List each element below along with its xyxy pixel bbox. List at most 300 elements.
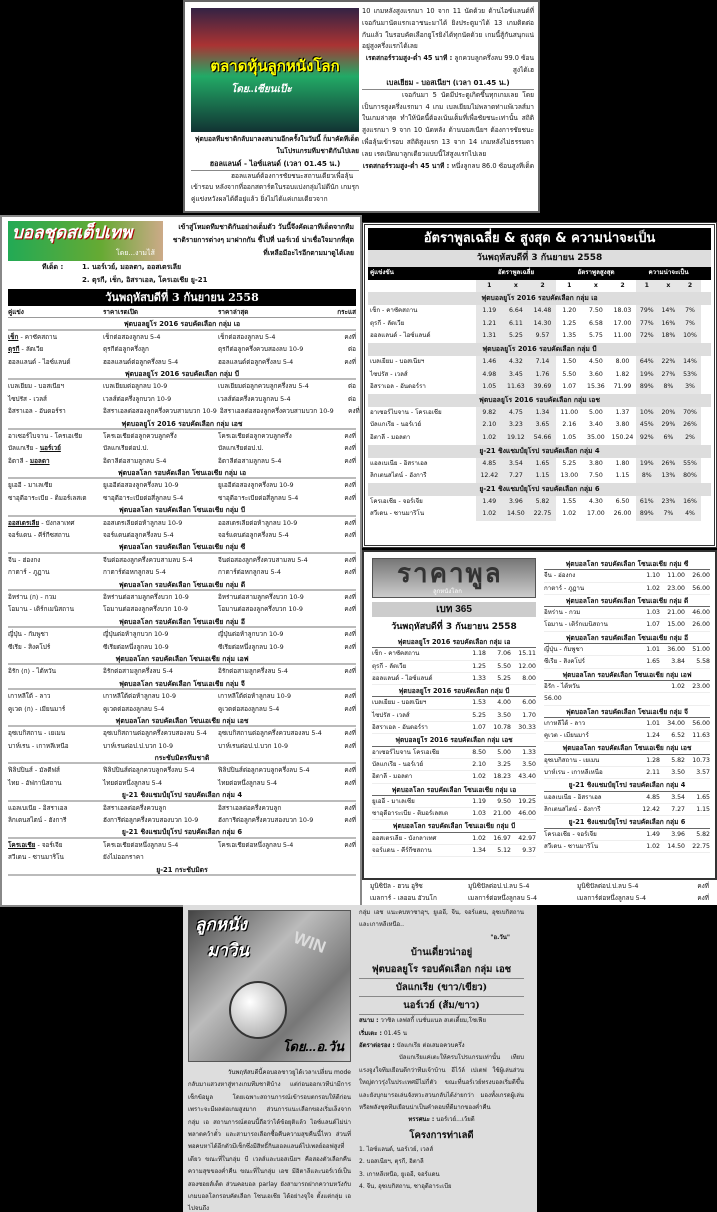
venue-label: สนาม :	[359, 1017, 379, 1025]
probability: 8%	[641, 472, 652, 480]
opening-price: จอร์แดนต่อลูกครึ่งลบ 5-4	[103, 531, 174, 540]
probability-group	[636, 381, 701, 394]
home-team: ฟิลิปปินส์	[8, 766, 33, 775]
trend: คงที่	[344, 667, 356, 676]
table-row	[368, 508, 711, 521]
opening-price: เมลการ์ต่อหนึ่งลูกลบ 5-4	[468, 893, 538, 902]
separator: -	[48, 493, 55, 502]
trend: คงที่	[344, 630, 356, 639]
trend: คงที่	[344, 778, 356, 787]
group-heading: ฟุตบอลโลก รอบคัดเลือก โซนเอเชีย กลุ่ม ซี	[8, 541, 356, 553]
match-cell	[8, 740, 103, 752]
probability: 27%	[661, 370, 676, 378]
max-odds: 1.37	[615, 408, 630, 416]
odds-value: 1.65	[696, 793, 710, 801]
match-name: เบลเยียม - บอสเนียฯ	[370, 357, 425, 365]
max-odds: 1.07	[562, 383, 577, 391]
separator: -	[42, 816, 49, 825]
odds-value: 21.00	[493, 810, 511, 818]
pick-title: บ้านเดี่ยวน่าอยู่	[410, 947, 473, 959]
max-odds: 15.36	[587, 383, 605, 391]
project-item: 1. ไอซ์แลนด์, นอร์เวย์, เวลส์	[359, 1145, 434, 1153]
separator: -	[36, 357, 43, 366]
odds-value: 8.00	[522, 674, 536, 682]
latest-price: ซาอุดีอาระเบียต่อสี่ลูกลบ 5-4	[218, 493, 299, 502]
away-team: มาเลเซีย	[27, 481, 53, 490]
table-row	[372, 808, 536, 820]
probability-group	[636, 318, 701, 331]
max-odds: 6.58	[589, 319, 603, 327]
probability: 64%	[639, 357, 654, 365]
trend: คงที่	[697, 893, 709, 902]
max-odds-group	[556, 419, 636, 432]
odds-value: 3.57	[696, 769, 710, 777]
match-name: เช็ก - คาซัคสถาน	[372, 650, 420, 658]
probability: 89%	[639, 510, 654, 518]
match-name: ยูเออี - มาเลเซีย	[372, 797, 415, 805]
odds-value: 14.50	[667, 842, 685, 850]
table-row	[8, 343, 356, 355]
separator: -	[21, 630, 29, 639]
verdict: นอร์เวย์...เว้ยดี	[436, 1116, 475, 1124]
match-name: ไซปรัส - เวลส์	[370, 370, 408, 378]
probability: 22%	[661, 357, 676, 365]
latest-price: เวลส์ต่อครึ่งควบลูกลบ 5-4	[218, 394, 291, 403]
group-heading: ฟุตบอลโลก รอบคัดเลือก โซนเอเชีย กลุ่ม เอ	[8, 467, 356, 479]
away-team: โครเอเชีย	[54, 431, 83, 440]
probability-group	[636, 369, 701, 382]
table-row	[8, 442, 356, 454]
trend: ต่อ	[348, 394, 356, 403]
column-banner	[8, 221, 163, 261]
tip-line: 1. นอร์เวย์, มอลตา, ออสเตรเลีย	[82, 263, 182, 271]
probability: 92%	[639, 433, 654, 441]
group-heading: ยู-21 ชิงแชมป์ยุโรป รอบคัดเลือก กลุ่ม 4	[544, 779, 710, 791]
trend: คงที่	[344, 816, 356, 825]
average-odds: 3.96	[509, 497, 523, 505]
opening-price: เกาหลีใต้ต่อห้าลูกลบ 10-9	[103, 692, 177, 701]
probability: 16%	[661, 319, 676, 327]
latest-price: อิรักต่อสามลูกครึ่งลบ 5-4	[218, 667, 288, 676]
table-row	[8, 764, 356, 776]
probability: 55%	[683, 459, 697, 467]
max-odds-group	[556, 432, 636, 445]
odds-value: 16.97	[493, 834, 511, 842]
trend: คงที่	[344, 531, 356, 540]
table-row	[8, 492, 356, 504]
odds-value: 1.33	[522, 748, 536, 756]
probability: 23%	[661, 497, 676, 505]
opening-price: บัลแกเรียต่อป.ป.	[103, 444, 149, 453]
group-heading: ฟุตบอลยูโร 2016 รอบคัดเลือก กลุ่ม บี	[372, 685, 536, 697]
table-row	[368, 496, 711, 509]
odds-value: 1.28	[646, 756, 660, 764]
trend: คงที่	[344, 605, 356, 614]
away-team: ซานมาริโน	[32, 853, 64, 862]
match-name: จอร์แดน - คีร์กีซสถาน	[372, 847, 432, 855]
away-team: มัลดีฟส์	[39, 766, 60, 775]
home-team: ไทย	[8, 778, 20, 787]
probability: 7%	[663, 510, 674, 518]
probability: 80%	[683, 472, 697, 480]
group-heading: ฟุตบอลยูโร 2016 รอบคัดเลือก กลุ่ม บี	[8, 368, 356, 380]
max-odds-group	[556, 305, 636, 318]
group-heading: ฟุตบอลโลก รอบคัดเลือก โซนเอเชีย กลุ่ม เอฟ	[544, 669, 710, 681]
max-odds-group	[556, 369, 636, 382]
table-row	[8, 455, 356, 467]
average-odds: 5.82	[535, 497, 550, 505]
odds-value: 1.02	[472, 773, 486, 781]
opening-price: โอมานต่อสองลูกครึ่งบวก 10-9	[103, 605, 188, 614]
home-team: บาห์เรน	[8, 741, 30, 750]
table-row	[8, 839, 356, 851]
max-odds-group	[556, 458, 636, 471]
average-odds-group	[476, 356, 556, 369]
average-odds: 22.75	[533, 510, 552, 518]
opening-price: มูนิซิปัลต่อป.ป.ลบ 5-4	[468, 882, 530, 890]
table-row	[368, 305, 711, 318]
latest-price: ยูเออีต่อสองลูกครึ่งลบ 10-9	[218, 481, 294, 490]
home-team: บัลแกเรีย	[8, 444, 34, 453]
away-team: สิงคโปร์	[28, 642, 51, 651]
match-name: ตุรกี - ลัตเวีย	[372, 662, 407, 670]
odds-value: 21.00	[667, 609, 685, 617]
trend: คงที่	[344, 642, 356, 651]
max-odds: 8.00	[615, 357, 630, 365]
home-team: กาตาร์	[8, 568, 27, 577]
home-team: ซาอุดีอาระเบีย	[8, 493, 49, 502]
group-heading: ฟุตบอลยูโร 2016 รอบคัดเลือก กลุ่ม เอช	[8, 418, 356, 430]
opening-price: จีนต่อสองลูกครึ่งควบสามลบ 5-4	[103, 555, 193, 564]
latest-price: ไทยต่อหนึ่งลูกลบ 5-4	[218, 778, 278, 787]
average-odds: 3.23	[509, 421, 523, 429]
group-heading: ฟุตบอลยูโร 2016 รอบคัดเลือก กลุ่ม เอ	[8, 318, 356, 330]
odds-value: 3.50	[497, 711, 511, 719]
latest-price: โครเอเชียต่อลูกควบลูกครึ่ง	[218, 431, 292, 440]
match-cell	[8, 764, 103, 776]
pool-logo	[372, 558, 536, 598]
odds-value: 2.11	[646, 769, 660, 777]
match-cell	[8, 628, 103, 640]
table-row	[8, 393, 356, 405]
table-row	[8, 566, 356, 578]
odds-value: 1.02	[472, 834, 486, 842]
probability: 89%	[639, 383, 654, 391]
home-team: จีน	[8, 555, 17, 564]
match-text: เจอกันมา 5 นัดมีประตูเกิดขึ้นทุกเกมเลย โดยเป็นการสูงครึ่งแรกมา 4 เกม เบลเยียมไม่พลาดท่าแพ้เวลส์มาในเกมล่าสุด ทำให้นัดนี้ต้องเน้นเต็มที่เพื่อชัยชนะเท่านั้น สถิติสูงแรกมา 9 จาก 10 นัดหลัง ด้านบอสเนียฯ ต้องการชัยชนะเพื่อลุ้นเข้ารอบ สถิติสูงแรก 13 จาก 14 เกมหลังไม่ธรรมดาเลย เรตเปิดมาลูกเดียวแบบนี้ใส่สูงแรกไปเลย	[362, 90, 534, 158]
odds-value: 1.03	[646, 609, 660, 617]
pool-column-left	[372, 636, 536, 857]
match-name: สวีเดน - ซานมาริโน	[544, 842, 599, 850]
table-row	[372, 661, 536, 673]
group-heading: ฟุตบอลยูโร 2016 รอบคัดเลือก กลุ่ม เอช	[368, 394, 711, 407]
probability: 20%	[661, 408, 676, 416]
match-cell	[8, 641, 103, 653]
separator: -	[27, 605, 34, 614]
trend: คงที่	[344, 555, 356, 564]
table-row	[368, 432, 711, 445]
group-heading: ฟุตบอลโลก รอบคัดเลือก โซนเอเชีย กลุ่ม เอฟ	[8, 653, 356, 665]
group-heading: ฟุตบอลยูโร 2016 รอบคัดเลือก กลุ่ม บี	[368, 343, 711, 356]
opening-price: คูเวตต่อสองลูกลบ 5-4	[103, 704, 165, 713]
match-cell	[8, 331, 103, 343]
header-cell: คู่แข่งขัน	[368, 267, 476, 280]
table-row	[368, 470, 711, 483]
match-name: บาห์เรน - เกาหลีเหนือ	[544, 769, 603, 777]
trend	[333, 851, 356, 863]
average-odds: 1.46	[482, 357, 497, 365]
away-team: ลัตเวีย	[25, 345, 44, 354]
match-cell	[8, 665, 103, 677]
max-odds-group	[556, 407, 636, 420]
latest-price: เมลการ์ต่อหนึ่งลูกลบ 5-4	[577, 893, 647, 902]
table-row	[372, 747, 536, 759]
match-cell: เมลการ์ - เลออน อัวนโก	[370, 893, 437, 902]
away-team: เกาหลีเหนือ	[36, 741, 69, 750]
match-name: เช็ก - คาซัคสถาน	[370, 307, 418, 315]
probability: 79%	[639, 307, 654, 315]
blank	[368, 280, 476, 293]
match-cell	[8, 703, 103, 715]
trend: คงที่	[344, 431, 356, 440]
pick-competition: ฟุตบอลยูโร รอบคัดเลือก กลุ่ม เอช	[359, 961, 524, 979]
group-heading: ฟุตบอลโลก รอบคัดเลือก โซนเอเชีย กลุ่ม อี	[544, 632, 710, 644]
match-cell	[8, 517, 103, 529]
home-team: ไซปรัส	[8, 394, 27, 403]
away-team: เมียนมาร์	[39, 704, 66, 713]
odds-value: 6.52	[671, 732, 685, 740]
table-row	[370, 893, 709, 905]
table-row	[8, 777, 356, 789]
max-odds: 1.82	[615, 370, 630, 378]
odds-value: 1.49	[646, 830, 660, 838]
separator: -	[32, 407, 40, 416]
average-odds: 3.65	[535, 421, 550, 429]
opening-price: เช็กต่อสองลูกลบ 5-4	[103, 332, 161, 341]
header-cell: อัตราพูลสูงสุด	[556, 267, 636, 280]
match-cell	[8, 591, 103, 603]
latest-price: ซีเรียต่อหนึ่งลูกลบ 10-9	[218, 642, 284, 651]
latest-price: ฮังการีต่อลูกครึ่งควบสองบวก 10-9	[218, 816, 314, 825]
table-row	[372, 833, 536, 845]
trend: คงที่	[344, 840, 356, 849]
max-odds: 17.00	[587, 510, 605, 518]
max-odds: 1.05	[562, 433, 577, 441]
max-odds: 4.50	[589, 357, 603, 365]
match-name: ฮอลแลนด์ - ไอซ์แลนด์	[372, 674, 433, 682]
max-odds: 3.40	[589, 421, 603, 429]
opening-price: ตุรกีต่อลูกครึ่งลูก	[103, 345, 149, 354]
away-team: เติร์กเมนิสถาน	[33, 605, 74, 614]
max-odds-group	[556, 318, 636, 331]
odds-value: 1.53	[472, 699, 486, 707]
average-odds-group	[476, 330, 556, 343]
group-heading: ฟุตบอลยูโร 2016 รอบคัดเลือก กลุ่ม เอ	[368, 292, 711, 305]
extra-rows	[362, 880, 717, 905]
home-team: ฮอลแลนด์	[8, 357, 37, 366]
table-row	[8, 517, 356, 529]
opening-price: ไทยต่อหนึ่งลูกลบ 5-4	[103, 778, 163, 787]
verdict-label: ทรรศนะ :	[408, 1116, 435, 1124]
separator: -	[32, 766, 40, 775]
probability-group	[636, 458, 701, 471]
banner-byline: โดย...งามไส้	[116, 249, 155, 257]
group-heading: ยู-21 ชิงแชมป์ยุโรป รอบคัดเลือก กลุ่ม 6	[8, 826, 356, 838]
probability-group	[636, 356, 701, 369]
group-heading: ฟุตบอลโลก รอบคัดเลือก โซนเอเชีย กลุ่ม เอ	[372, 784, 536, 796]
max-odds: 35.00	[587, 433, 605, 441]
table-row	[544, 644, 710, 656]
odds-probability-block	[362, 222, 717, 548]
match-name: โครเอเชีย - จอร์เจีย	[544, 830, 597, 838]
match-cell	[8, 343, 103, 355]
average-odds: 2.10	[482, 421, 497, 429]
tip-line: 2. ตุรกี, เช็ก, อิสราเอล, โครเอเชีย ยู-21	[82, 276, 208, 284]
odds-value: 10.78	[493, 724, 511, 732]
average-odds: 1.31	[482, 332, 497, 340]
average-odds-group	[476, 369, 556, 382]
match-name: บัลแกเรีย - นอร์เวย์	[370, 421, 422, 429]
match-cell	[8, 405, 103, 417]
average-odds-group	[476, 458, 556, 471]
trend: คงที่	[344, 704, 356, 713]
trend: คงที่	[344, 741, 356, 750]
opening-price: บาห์เรนต่อป.ป.บวก 10-9	[103, 741, 174, 750]
average-odds: 9.57	[535, 332, 550, 340]
opening-price: ญี่ปุ่นต่อห้าลูกบวก 10-9	[103, 630, 169, 639]
table-row	[8, 727, 356, 739]
match-cell	[8, 492, 103, 504]
probability: 77%	[639, 319, 654, 327]
match-cell	[8, 603, 103, 615]
separator: -	[32, 382, 39, 391]
latest-price: ญี่ปุ่นต่อห้าลูกบวก 10-9	[218, 630, 284, 639]
table-date: วันพฤหัสบดีที่ 3 กันยายน 2558	[8, 289, 356, 306]
signature: "อ.วัน"	[490, 933, 510, 941]
column-image	[188, 910, 351, 1062]
kickoff: 01.45 น	[383, 1029, 407, 1037]
separator: -	[33, 444, 40, 453]
table-row	[8, 331, 356, 343]
odds-value: 2.10	[472, 760, 486, 768]
opening-price: ออสเตรเลียต่อห้าลูกลบ 10-9	[103, 518, 183, 527]
odds-value: 42.97	[518, 834, 536, 842]
odds-value: 3.54	[671, 793, 685, 801]
odds-value: 1.02	[646, 842, 660, 850]
max-odds: 3.60	[589, 370, 603, 378]
trend: คงที่	[344, 357, 356, 366]
max-odds: 3.80	[589, 459, 603, 467]
rate: บัลแกเรีย ต่อเสมอควบครึ่ง	[396, 1042, 465, 1050]
away-team: ลาว	[39, 692, 51, 701]
probability: 53%	[683, 370, 697, 378]
away-team: บังกลาเทศ	[45, 518, 75, 527]
opening-price: เบลเยียมต่อลูกลบ 10-9	[103, 382, 168, 391]
latest-price: ออสเตรเลียต่อห้าลูกลบ 10-9	[218, 518, 298, 527]
match-name: อิหร่าน - กวม	[544, 609, 581, 617]
max-odds: 26.00	[613, 510, 632, 518]
match-name: สวีเดน - ซานมาริโน	[370, 510, 425, 518]
odds-value: 1.33	[472, 674, 486, 682]
average-odds: 4.85	[482, 459, 497, 467]
match-name: ลิกเตนสไตน์ - ฮังการี	[544, 805, 601, 813]
separator: -	[42, 729, 49, 738]
max-odds-group	[556, 356, 636, 369]
odds-value: 23.00	[667, 584, 685, 592]
odds-value: 1.18	[472, 650, 486, 658]
away-team: ไอซ์แลนด์	[42, 357, 71, 366]
odds-value: 5.12	[497, 847, 511, 855]
table-row	[544, 681, 710, 693]
separator: -	[31, 531, 39, 540]
average-odds: 1.15	[535, 472, 550, 480]
table-row	[8, 665, 356, 677]
table-row	[8, 529, 356, 541]
average-odds: 6.11	[509, 319, 523, 327]
pool-odds-block	[362, 550, 717, 880]
probability: 45%	[639, 421, 654, 429]
separator: -	[26, 394, 34, 403]
away-team: คีร์กีซสถาน	[38, 531, 70, 540]
max-odds: 1.50	[562, 357, 577, 365]
probability: 61%	[639, 497, 654, 505]
match-cell	[8, 554, 103, 566]
home-team: เช็ก	[8, 332, 19, 341]
odds-value: 15.00	[667, 621, 685, 629]
away-team: ฮังการี	[48, 816, 67, 825]
separator: -	[48, 431, 55, 440]
separator: -	[18, 332, 25, 341]
match-name: อุซเบกิสถาน - เยเมน	[544, 756, 600, 764]
header-cell: ราคาเรตเปิด	[103, 308, 139, 316]
table-row	[368, 419, 711, 432]
average-odds-group	[476, 419, 556, 432]
subheader-cell: x	[593, 281, 598, 289]
max-odds: 11.00	[560, 408, 579, 416]
odds-value: 56.00	[692, 719, 710, 727]
opening-price: ฮังการีต่อลูกครึ่งควบสองบวก 10-9	[103, 816, 199, 825]
match-name: อิรัก - ไต้หวัน	[544, 682, 580, 690]
odds-value: 3.25	[497, 760, 511, 768]
odds-value: 12.00	[518, 662, 536, 670]
average-odds: 14.50	[507, 510, 525, 518]
match-name: กาตาร์ - ภูฏาน	[544, 584, 585, 592]
max-odds: 1.25	[562, 319, 577, 327]
odds-value: 46.00	[692, 609, 710, 617]
trend: ต่อ	[348, 345, 356, 354]
opening-price: อิสราเอลต่อครึ่งควบลูก	[103, 803, 167, 812]
separator: -	[21, 642, 29, 651]
average-odds: 3.54	[509, 459, 523, 467]
max-odds: 5.00	[589, 408, 603, 416]
separator: -	[39, 518, 46, 527]
odds-value: 1.70	[522, 711, 536, 719]
latest-price: โครเอเชียต่อหนึ่งลูกลบ 5-4	[218, 840, 294, 849]
project-title: โครงการท่าเลดี	[409, 1129, 474, 1141]
max-odds-group	[556, 330, 636, 343]
max-odds: 4.30	[589, 497, 603, 505]
opening-price: ซาอุดีอาระเบียต่อสี่ลูกลบ 5-4	[103, 493, 184, 502]
probability-group	[636, 330, 701, 343]
max-odds: 17.00	[613, 319, 632, 327]
latest-price: อิสราเอลต่อครึ่งควบลูก	[218, 803, 282, 812]
table-row	[8, 802, 356, 814]
max-odds: 5.50	[562, 370, 577, 378]
table-row	[8, 641, 356, 653]
opening-price: ยูเออีต่อสองลูกครึ่งลบ 10-9	[103, 481, 179, 490]
away-team: ติมอร์เลสเต	[54, 493, 87, 502]
odds-value: 3.50	[522, 760, 536, 768]
